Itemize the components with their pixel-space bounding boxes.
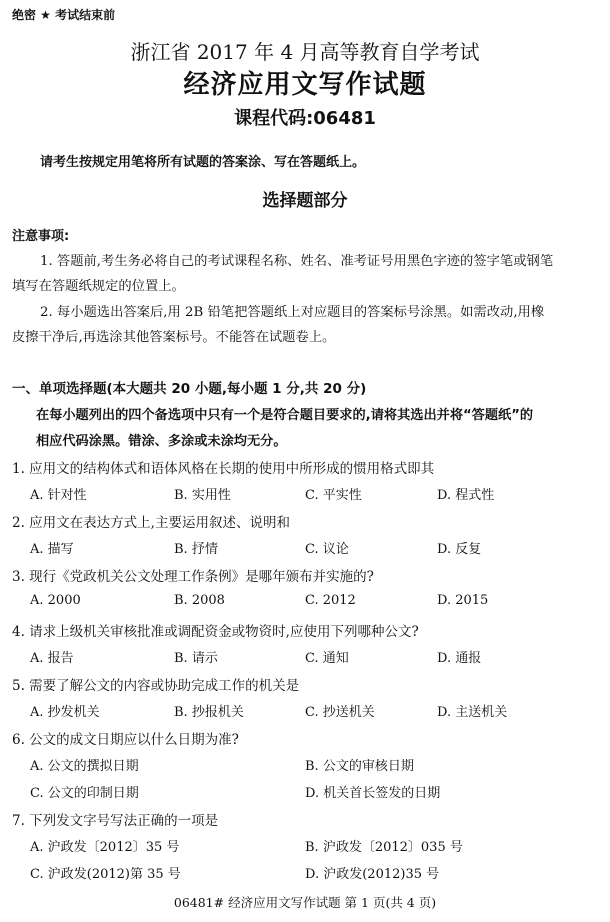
question-3-option-a: A. 2000 [30,593,81,608]
notice-heading: 注意事项: [12,229,70,244]
question-1-option-c: C. 平实性 [305,488,362,503]
question-7-option-b: B. 沪政发〔2012〕035 号 [305,840,463,855]
notice-item-1-line-1: 1. 答题前,考生务必将自己的考试课程名称、姓名、准考证号用黑色字迹的签字笔或钢笔 [40,254,554,269]
question-4-option-b: B. 请示 [174,651,218,666]
part-1-desc-line-1: 在每小题列出的四个备选项中只有一个是符合题目要求的,请将其选出并将“答题纸”的 [36,408,534,423]
question-1-stem: 1. 应用文的结构体式和语体风格在长期的使用中所形成的惯用格式即其 [12,461,435,477]
notice-item-2-line-2: 皮擦干净后,再选涂其他答案标号。不能答在试题卷上。 [12,330,336,345]
question-2-option-c: C. 议论 [305,542,349,557]
question-1-option-a: A. 针对性 [30,488,87,503]
part-1-desc-line-2: 相应代码涂黑。错涂、多涂或未涂均无分。 [36,434,287,449]
question-4-option-a: A. 报告 [30,651,74,666]
question-5-option-c: C. 抄送机关 [305,705,375,720]
section-title: 选择题部分 [262,191,348,211]
part-1-heading: 一、单项选择题(本大题共 20 小题,每小题 1 分,共 20 分) [12,381,367,397]
exam-title: 浙江省 2017 年 4 月高等教育自学考试 [130,40,480,64]
question-1-option-b: B. 实用性 [174,488,231,503]
question-7-option-a: A. 沪政发〔2012〕35 号 [30,840,180,855]
question-6-option-d: D. 机关首长签发的日期 [305,786,441,801]
question-4-option-c: C. 通知 [305,651,349,666]
question-2-stem: 2. 应用文在表达方式上,主要运用叙述、说明和 [12,515,290,531]
question-6-option-c: C. 公文的印制日期 [30,786,139,801]
course-code: 课程代码:06481 [234,108,376,129]
question-5-option-d: D. 主送机关 [437,705,508,720]
question-2-option-b: B. 抒情 [174,542,218,557]
question-6-option-b: B. 公文的审核日期 [305,759,414,774]
question-3-stem: 3. 现行《党政机关公文处理工作条例》是哪年颁布并实施的? [12,569,374,585]
question-7-option-d: D. 沪政发(2012)35 号 [305,867,440,882]
question-4-stem: 4. 请求上级机关审核批准或调配资金或物资时,应使用下列哪种公文? [12,624,419,640]
confidential-mark: 绝密 ★ 考试结束前 [12,8,116,22]
question-5-stem: 5. 需要了解公文的内容或协助完成工作的机关是 [12,678,300,694]
question-6-option-a: A. 公文的撰拟日期 [30,759,139,774]
question-5-option-a: A. 抄发机关 [30,705,100,720]
question-2-option-a: A. 描写 [30,542,74,557]
page-footer: 06481# 经济应用文写作试题 第 1 页(共 4 页) [173,895,437,910]
notice-item-1-line-2: 填写在答题纸规定的位置上。 [12,279,185,294]
general-instruction: 请考生按规定用笔将所有试题的答案涂、写在答题纸上。 [40,155,366,170]
notice-item-2-line-1: 2. 每小题选出答案后,用 2B 铅笔把答题纸上对应题目的答案标号涂黑。如需改动,用橡 [40,305,545,320]
question-1-option-d: D. 程式性 [437,488,495,503]
paper-title: 经济应用文写作试题 [183,70,427,100]
question-7-stem: 7. 下列发文字号写法正确的一项是 [12,813,219,829]
question-5-option-b: B. 抄报机关 [174,705,244,720]
question-7-option-c: C. 沪政发(2012)第 35 号 [30,867,181,882]
question-3-option-b: B. 2008 [174,593,225,608]
question-4-option-d: D. 通报 [437,651,482,666]
question-3-option-d: D. 2015 [437,593,489,608]
question-6-stem: 6. 公文的成文日期应以什么日期为准? [12,732,239,748]
question-2-option-d: D. 反复 [437,542,482,557]
question-3-option-c: C. 2012 [305,593,356,608]
